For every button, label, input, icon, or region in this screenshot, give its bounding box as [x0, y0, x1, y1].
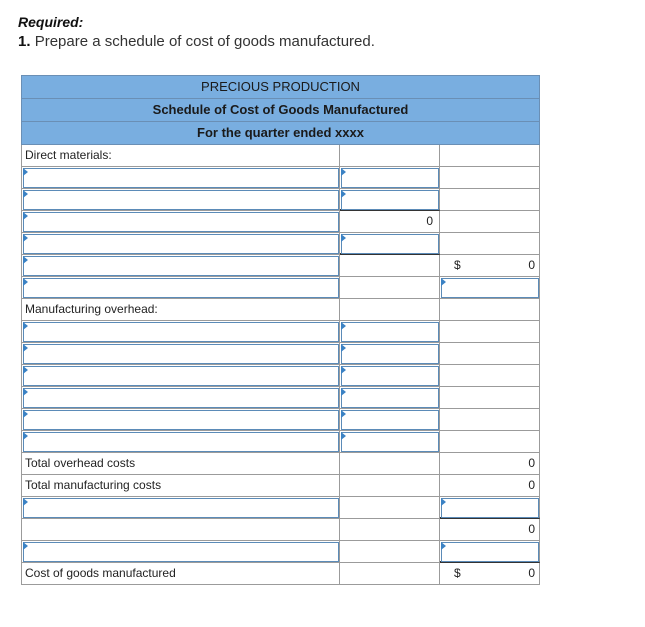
table-row — [21, 563, 540, 585]
company-name: PRECIOUS PRODUCTION — [21, 75, 540, 98]
cell — [340, 563, 440, 585]
cell — [22, 519, 340, 541]
instruction — [18, 33, 375, 50]
cell — [340, 255, 440, 277]
cell — [440, 167, 540, 189]
moh-amount-input-1[interactable] — [340, 321, 440, 343]
schedule-title: Schedule of Cost of Goods Manufactured — [21, 98, 540, 121]
table-row — [21, 189, 540, 211]
table-row — [21, 343, 540, 365]
cogm-value: 0 — [528, 566, 535, 580]
currency-symbol: $ — [454, 258, 461, 272]
cell — [440, 299, 540, 321]
dm-amount-input-4[interactable] — [340, 233, 440, 255]
dm-item-input-5[interactable] — [22, 255, 340, 277]
cell — [340, 497, 440, 519]
table-row — [21, 409, 540, 431]
table-row — [21, 453, 540, 475]
dm-amount-input-2[interactable] — [340, 189, 440, 211]
cell — [440, 211, 540, 233]
schedule-period: For the quarter ended xxxx — [21, 121, 540, 145]
dm-item-input-4[interactable] — [22, 233, 340, 255]
table-row — [21, 475, 540, 497]
cell — [440, 233, 540, 255]
cogm-cell — [440, 563, 540, 585]
adjust-item-input-2[interactable] — [22, 541, 340, 563]
table-row — [21, 233, 540, 255]
cell — [440, 189, 540, 211]
cell — [440, 387, 540, 409]
cell — [440, 321, 540, 343]
total-mfg-label: Total manufacturing costs — [22, 475, 340, 497]
moh-item-input-3[interactable] — [22, 365, 340, 387]
cell — [340, 475, 440, 497]
dl-item-input[interactable] — [22, 277, 340, 299]
table-row — [21, 299, 540, 321]
manufacturing-overhead-label: Manufacturing overhead: — [22, 299, 340, 321]
dm-total-value: 0 — [528, 258, 535, 272]
required-label: Required: — [18, 14, 84, 30]
table-row — [21, 321, 540, 343]
table-row — [21, 431, 540, 453]
moh-amount-input-6[interactable] — [340, 431, 440, 453]
dm-item-input-1[interactable] — [22, 167, 340, 189]
cell — [440, 365, 540, 387]
cell — [440, 409, 540, 431]
cell — [340, 277, 440, 299]
moh-item-input-5[interactable] — [22, 409, 340, 431]
moh-item-input-6[interactable] — [22, 431, 340, 453]
adjust-amount-input-1[interactable] — [440, 497, 540, 519]
total-overhead-label: Total overhead costs — [22, 453, 340, 475]
cell — [340, 453, 440, 475]
total-overhead-value: 0 — [440, 453, 540, 475]
moh-amount-input-5[interactable] — [340, 409, 440, 431]
moh-amount-input-2[interactable] — [340, 343, 440, 365]
total-mfg-value: 0 — [440, 475, 540, 497]
table-row — [21, 387, 540, 409]
direct-materials-label: Direct materials: — [22, 145, 340, 167]
cell — [340, 299, 440, 321]
moh-item-input-2[interactable] — [22, 343, 340, 365]
schedule-table — [21, 75, 540, 585]
cell — [340, 541, 440, 563]
cell — [440, 145, 540, 167]
table-row — [21, 145, 540, 167]
dm-subtotal-value: 0 — [340, 211, 440, 233]
dm-amount-input-1[interactable] — [340, 167, 440, 189]
moh-amount-input-3[interactable] — [340, 365, 440, 387]
cell — [440, 431, 540, 453]
instruction-number: 1. — [18, 33, 31, 50]
cell — [340, 145, 440, 167]
table-row — [21, 541, 540, 563]
moh-amount-input-4[interactable] — [340, 387, 440, 409]
table-row — [21, 277, 540, 299]
table-row — [21, 519, 540, 541]
table-row — [21, 497, 540, 519]
adjust-amount-input-2[interactable] — [440, 541, 540, 563]
table-row — [21, 255, 540, 277]
cell — [340, 519, 440, 541]
table-row — [21, 365, 540, 387]
adjust-item-input-1[interactable] — [22, 497, 340, 519]
instruction-text: Prepare a schedule of cost of goods manufactured. — [34, 33, 375, 50]
moh-item-input-1[interactable] — [22, 321, 340, 343]
dm-total-cell — [440, 255, 540, 277]
dl-amount-input[interactable] — [440, 277, 540, 299]
cell — [440, 343, 540, 365]
moh-item-input-4[interactable] — [22, 387, 340, 409]
subtotal-value: 0 — [440, 519, 540, 541]
table-row — [21, 167, 540, 189]
dm-item-input-3[interactable] — [22, 211, 340, 233]
currency-symbol: $ — [454, 566, 461, 580]
cogm-label: Cost of goods manufactured — [22, 563, 340, 585]
table-row — [21, 211, 540, 233]
dm-item-input-2[interactable] — [22, 189, 340, 211]
